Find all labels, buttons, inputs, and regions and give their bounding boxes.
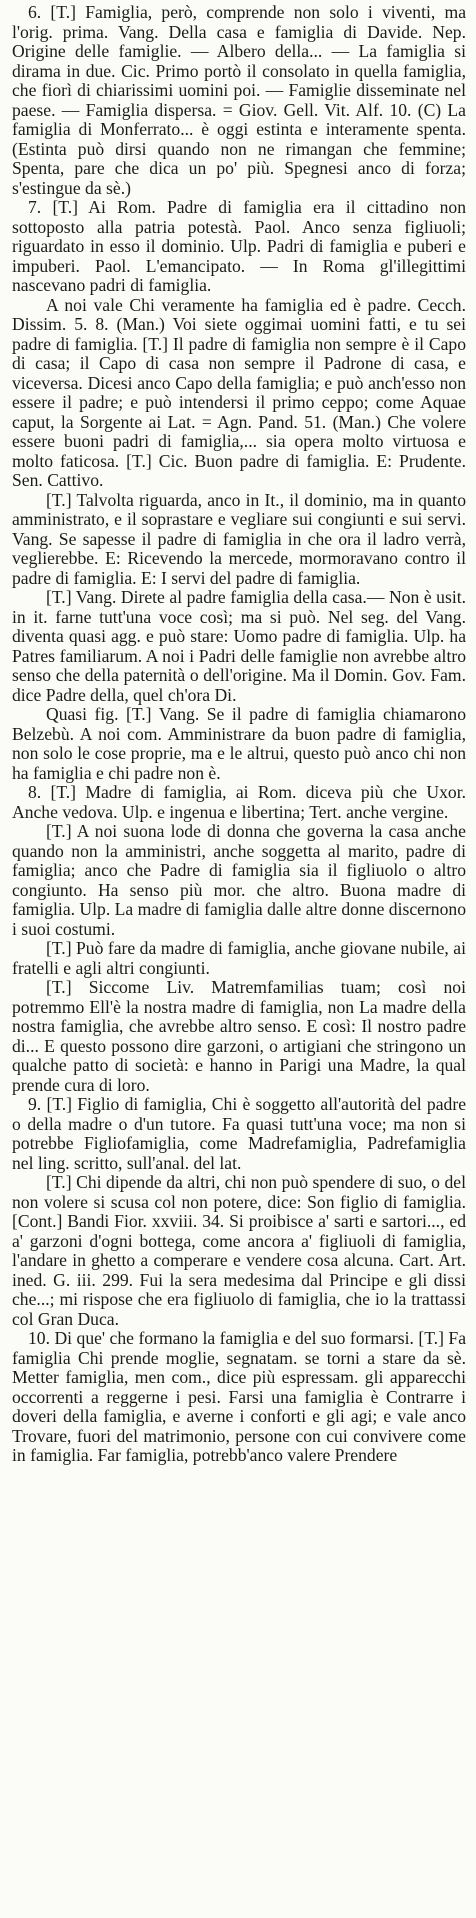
paragraph-text: 7. [T.] Ai Rom. Padre di famiglia era il cittadino non sottoposto alla patria potestà. Paol. Anco senza figliuoli; riguardato in esso il dominio. Ulp. Padri di famiglia e puberi e impuberi. Paol. L'emancipato. — In Roma gl'illegittimi nascevano padri di famiglia. (12, 197, 466, 295)
entry-paragraph-10 (12, 1329, 466, 1466)
paragraph-text: 10. Di que' che formano la famiglia e del suo formarsi. [T.] Fa famiglia Chi prende moglie, segnatam. se torni a stare da sè. Metter famiglia, men com., dice più espressam. gli apparecchi occorrenti a reggerne i pesi. Farsi una famiglia è Contrarre i doveri della famiglia, e averne i conforti e gli agi; e vale anco Trovare, fuori del matrimonio, persone con cui convivere come in famiglia. Far famiglia, potrebb'anco valere Prendere (12, 1328, 466, 1465)
entry-paragraph-6 (12, 3, 466, 198)
entry-paragraph (12, 705, 466, 783)
entry-paragraph (12, 491, 466, 589)
entry-paragraph (12, 822, 466, 939)
paragraph-text: [T.] Vang. Direte al padre famiglia della casa.— Non è usit. in it. farne tutt'una voce così; ma si può. Nel seg. del Vang. diventa quasi agg. e può stare: Uomo padre di famiglia. Ulp. ha Patres familiarum. A noi i Padri delle famiglie non avrebbe altro senso che della paternità o dell'origine. Ma il Domin. Gov. Fam. dice Padre della, quel ch'ora Di. (12, 587, 466, 705)
paragraph-text: [T.] A noi suona lode di donna che governa la casa anche quando non la amministri, anche soggetta al marito, padre di famiglia; anco che Padre di famiglia sia il figliuolo o altro congiunto. Ha senso più mor. che altro. Buona madre di famiglia. Ulp. La madre di famiglia dalle altre donne discernono i suoi costumi. (12, 821, 466, 939)
entry-paragraph-9 (12, 1095, 466, 1173)
entry-paragraph-7 (12, 198, 466, 296)
entry-paragraph (12, 588, 466, 705)
paragraph-text: 6. [T.] Famiglia, però, comprende non solo i viventi, ma l'orig. prima. Vang. Della casa e famiglia di Davide. Nep. Origine delle famiglie. — Albero della... — La famiglia si dirama in due. Cic. Primo portò il consolato in quella famiglia, che fiorì di chiarissimi uomini poi. — Famiglie disseminate nel paese. — Famiglia dispersa. = Giov. Gell. Vit. Alf. 10. (C) La famiglia di Monferrato... è oggi estinta e interamente spenta. (Estinta può dirsi quando non ne rimangan che femmine; Spenta, pare che dica un po' più. Spegnesi anco di forza; s'estingue da sè.) (12, 2, 466, 198)
paragraph-text: [T.] Talvolta riguarda, anco in It., il dominio, ma in quanto amministrato, e il soprastare e vegliare sui congiunti e sui servi. Vang. Se sapesse il padre di famiglia in che ora il ladro verrà, veglierebbe. E: Ricevendo la mercede, mormoravano contro il padre di famiglia. E: I servi del padre di famiglia. (12, 489, 466, 588)
entry-paragraph (12, 296, 466, 491)
entry-paragraph-8 (12, 783, 466, 822)
entry-paragraph (12, 939, 466, 978)
paragraph-text: 9. [T.] Figlio di famiglia, Chi è soggetto all'autorità del padre o della madre o d'un tutore. Fa quasi tutt'una voce; ma non si potrebbe Figliofamiglia, come Madrefamiglia, Padrefamiglia nel ling. scritto, sull'anal. del lat. (12, 1094, 466, 1173)
entry-paragraph (12, 978, 466, 1095)
paragraph-text: A noi vale Chi veramente ha famiglia ed è padre. Cecch. Dissim. 5. 8. (Man.) Voi siete oggimai uomini fatti, e tu sei padre di famiglia. [T.] Il padre di famiglia non sempre è il Capo di casa; il Capo di casa non sempre il Padrone di casa, e viceversa. Dicesi anco Capo della famiglia; e può anch'esso non essere il padre; e può intendersi il primo ceppo; come Aquae caput, la Sorgente ai Lat. = Agn. Pand. 51. (Man.) Che volere essere buoni padri di famiglia,... sia opera molto virtuosa e molto faticosa. [T.] Cic. Buon padre di famiglia. E: Prudente. Sen. Cattivo. (12, 294, 466, 490)
paragraph-text: [T.] Chi dipende da altri, chi non può spendere di suo, o del non volere si scusa col non potere, dice: Son figlio di famiglia. [Cont.] Bandi Fior. xxviii. 34. Si proibisce a' sarti e sartori..., ed a' garzoni d'ogni bottega, come ancora a' figliuoli di famiglia, l'andare in ghetto a comperare e vendere cosa alcuna. Cart. Art. ined. G. iii. 299. Fui la sera medesima dal Principe e gli dissi che...; mi rispose che era figliuolo di famiglia, che io la trattassi col Gran Duca. (12, 1172, 466, 1329)
entry-paragraph (12, 1173, 466, 1329)
paragraph-text: Quasi fig. [T.] Vang. Se il padre di famiglia chiamarono Belzebù. A noi com. Amministrare da buon padre di famiglia, non solo le cose proprie, ma e le altrui, questo può anco chi non ha famiglia e chi padre non è. (12, 704, 466, 783)
paragraph-text: [T.] Può fare da madre di famiglia, anche giovane nubile, ai fratelli e agli altri congiunti. (12, 938, 466, 978)
paragraph-text: [T.] Siccome Liv. Matremfamilias tuam; così noi potremmo Ell'è la nostra madre di famiglia, non La madre della nostra famiglia, che avrebbe altro senso. E così: Il nostro padre di... E questo possono dire garzoni, o artigiani che stringono un qualche patto di società: e hanno in Parigi una Madre, la qual prende cura di loro. (12, 977, 466, 1095)
paragraph-text: 8. [T.] Madre di famiglia, ai Rom. diceva più che Uxor. Anche vedova. Ulp. e ingenua e libertina; Tert. anche vergine. (12, 782, 466, 822)
